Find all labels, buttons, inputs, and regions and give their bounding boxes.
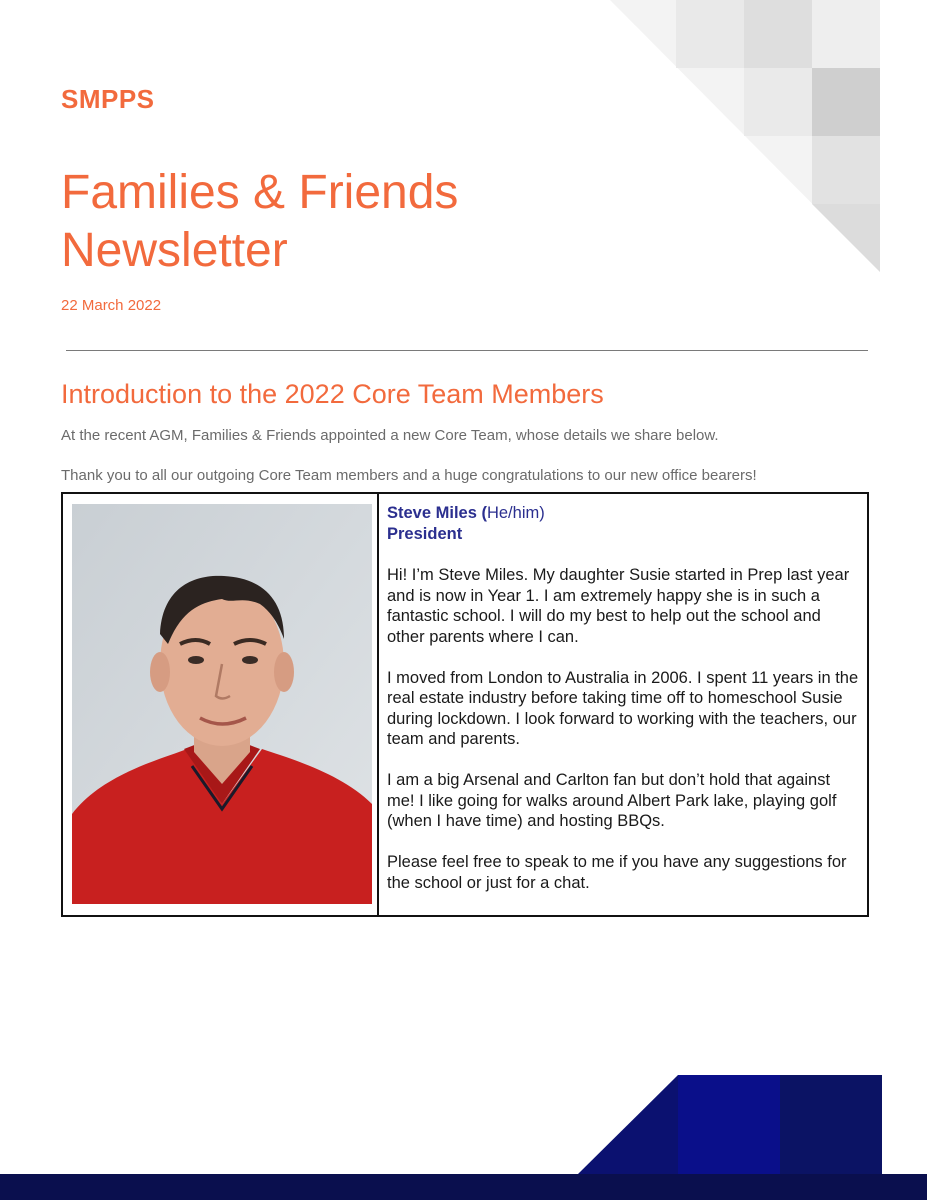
organization-name: SMPPS (61, 84, 155, 114)
member-role: President (387, 524, 463, 543)
section-heading: Introduction to the 2022 Core Team Members (61, 379, 604, 409)
member-pronoun: He/him) (486, 504, 545, 522)
thanks-paragraph: Thank you to all our outgoing Core Team members and a huge congratulations to our new office bearers! (61, 467, 757, 484)
bio-paragraph-1: Hi! I’m Steve Miles. My daughter Susie started in Prep last year and is now in Year 1. I am extremely happy she is in such a fantastic school. I will do my best to help out the school and other parents where I can. (387, 566, 850, 646)
member-table (61, 492, 869, 917)
bio-paragraph-3: I am a big Arsenal and Carlton fan but don’t hold that against me! I like going for walks around Albert Park lake, playing golf (when I have time) and hosting BBQs. (387, 771, 837, 830)
member-details (379, 494, 867, 915)
newsletter-title (61, 164, 581, 280)
divider (66, 350, 868, 351)
bio-paragraph-2: I moved from London to Australia in 2006. I spent 11 years in the real estate industry before taking time off to homeschool Susie during lockdown. I look forward to working with the teachers, our team and parents. (387, 668, 859, 748)
newsletter-date: 22 March 2022 (61, 297, 162, 314)
title-line-2: Newsletter (61, 224, 288, 277)
decorative-navy-shapes (0, 1070, 927, 1200)
member-name: Steve Miles ( (387, 504, 487, 522)
bio-paragraph-4: Please feel free to speak to me if you have any suggestions for the school or just for a chat. (387, 853, 847, 892)
member-heading (387, 503, 859, 524)
photo-cell (63, 494, 379, 915)
intro-paragraph: At the recent AGM, Families & Friends appointed a new Core Team, whose details we share below. (61, 427, 719, 444)
title-line-1: Families & Friends (61, 166, 459, 219)
portrait-photo-icon (72, 504, 372, 904)
